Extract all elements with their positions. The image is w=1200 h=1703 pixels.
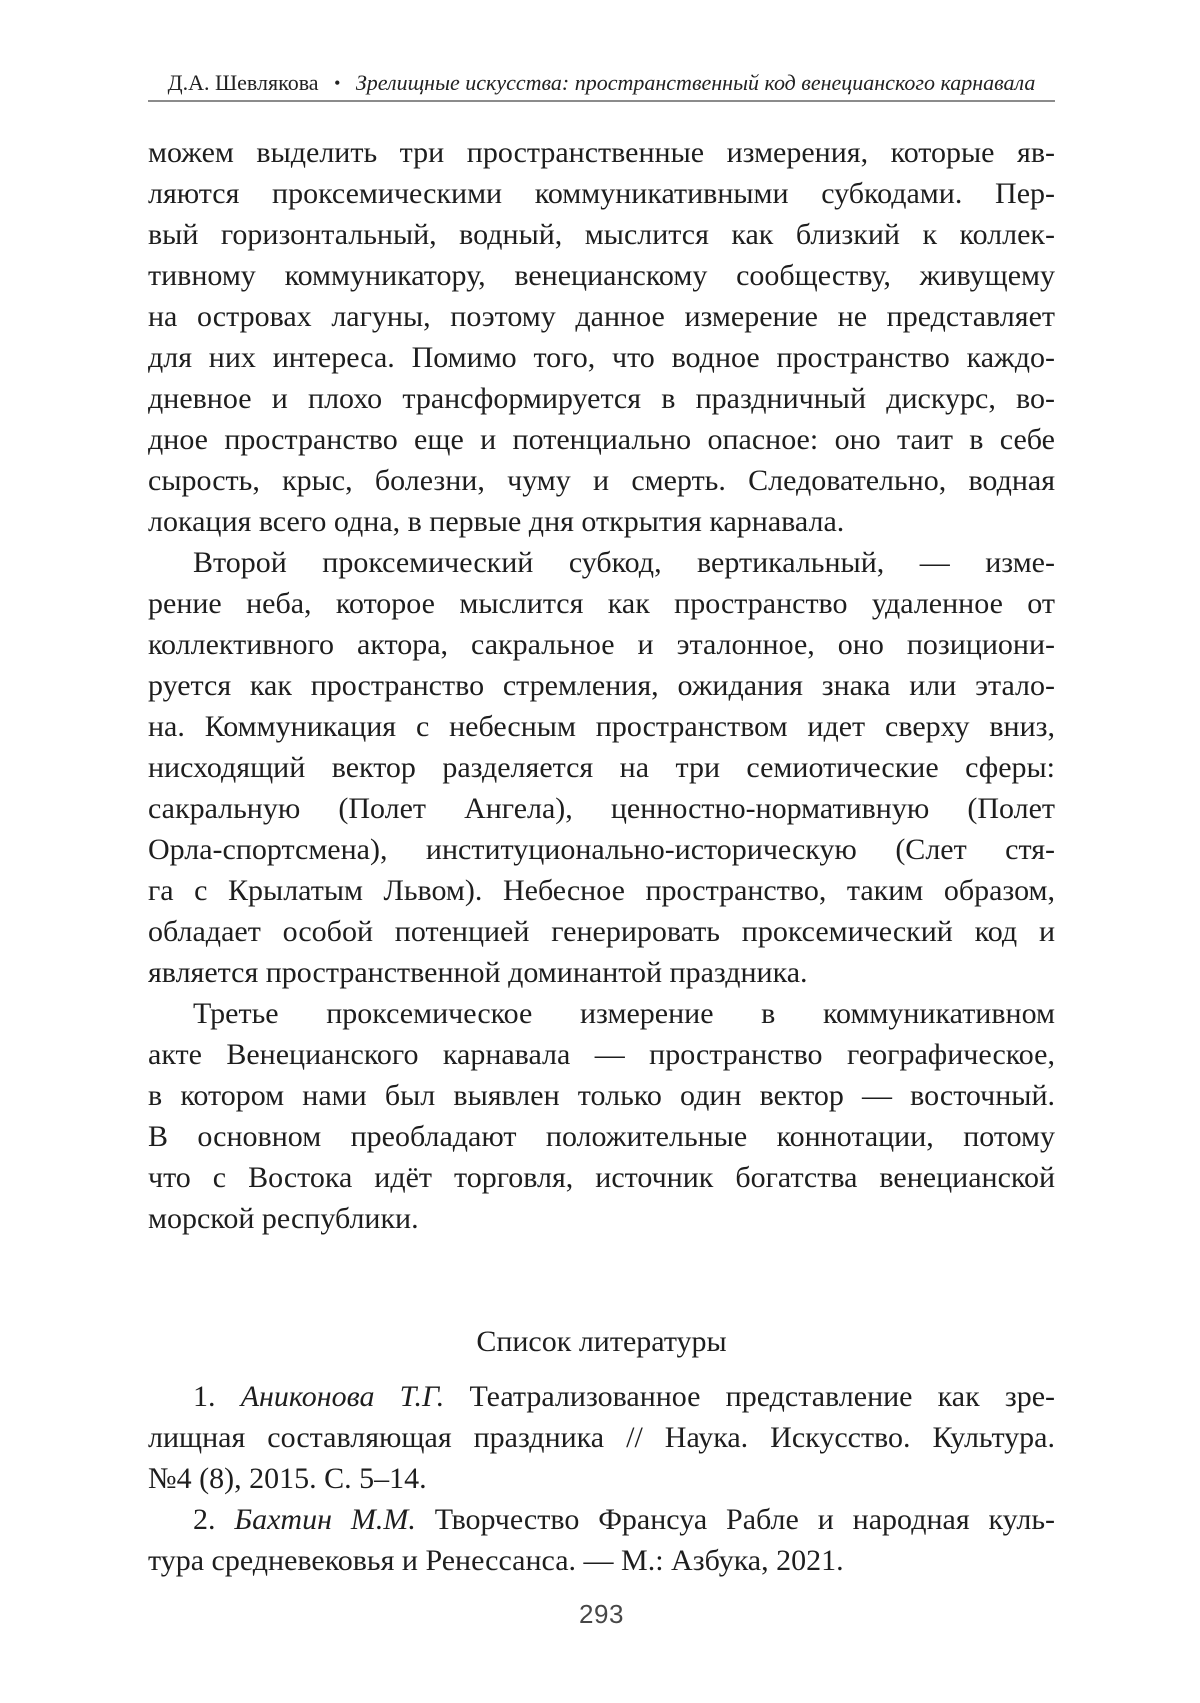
text-segment: сакральную (Полет Ангела), ценностно-нормативную (Полет <box>148 792 1055 825</box>
text-line <box>148 337 1055 378</box>
text-segment: для них интереса. Помимо того, что водное пространство каждо- <box>148 341 1055 374</box>
text-segment: В основном преобладают положительные коннотации, потому <box>148 1120 1055 1153</box>
text-line <box>148 1376 1055 1417</box>
text-line <box>148 911 1055 952</box>
text-line <box>148 1075 1055 1116</box>
text-segment: Театрализованное представление как зре- <box>444 1380 1056 1413</box>
text-segment: Творчество Франсуа Рабле и народная куль- <box>415 1503 1055 1536</box>
text-segment: Второй проксемический субкод, вертикальный, — изме- <box>193 546 1055 579</box>
text-line <box>148 296 1055 337</box>
text-line <box>148 624 1055 665</box>
page-content <box>148 0 1055 1629</box>
bibliography-heading: Список литературы <box>476 1325 727 1358</box>
text-segment: нисходящий вектор разделяется на три семиотические сферы: <box>148 751 1055 784</box>
text-segment: можем выделить три пространственные измерения, которые яв- <box>148 136 1055 169</box>
text-segment: акте Венецианского карнавала — пространство географическое, <box>148 1038 1055 1071</box>
italic-text: Бахтин М.М. <box>234 1503 416 1536</box>
italic-text: Аниконова Т.Г. <box>240 1380 445 1413</box>
text-segment: 1. <box>193 1380 241 1413</box>
text-segment: дное пространство еще и потенциально опасное: оно таит в себе <box>148 423 1055 456</box>
text-segment: тура средневековья и Ренессанса. — М.: Азбука, 2021. <box>148 1544 844 1577</box>
running-header <box>148 0 1055 96</box>
text-line <box>148 1116 1055 1157</box>
text-segment: 2. <box>193 1503 235 1536</box>
text-segment: лищная составляющая праздника // Наука. Искусство. Культура. <box>148 1421 1055 1454</box>
bibliography-item-1 <box>148 1376 1055 1499</box>
text-line <box>148 665 1055 706</box>
text-line <box>148 1157 1055 1198</box>
paragraph-2 <box>148 542 1055 993</box>
text-segment: тивному коммуникатору, венецианскому сообществу, живущему <box>148 259 1055 292</box>
text-line <box>148 132 1055 173</box>
text-segment: ляются проксемическими коммуникативными субкодами. Пер- <box>148 177 1055 210</box>
text-segment: что с Востока идёт торговля, источник богатства венецианской <box>148 1161 1055 1194</box>
text-line <box>148 1034 1055 1075</box>
text-line <box>148 542 1055 583</box>
bullet-separator-icon: • <box>334 73 341 93</box>
text-line <box>148 829 1055 870</box>
page-number: 293 <box>579 1599 624 1629</box>
text-line <box>148 501 1055 542</box>
text-line <box>148 378 1055 419</box>
text-segment: №4 (8), 2015. С. 5–14. <box>148 1462 427 1495</box>
text-segment: дневное и плохо трансформируется в праздничный дискурс, во- <box>148 382 1055 415</box>
text-line <box>148 870 1055 911</box>
text-line <box>148 1540 1055 1581</box>
text-line <box>148 214 1055 255</box>
text-segment: га с Крылатым Львом). Небесное пространство, таким образом, <box>148 874 1055 907</box>
text-segment: Орла-спортсмена), институционально-историческую (Слет стя- <box>148 833 1055 866</box>
text-line <box>148 952 1055 993</box>
text-segment: руется как пространство стремления, ожидания знака или этало- <box>148 669 1055 702</box>
text-line <box>148 419 1055 460</box>
bibliography-list <box>148 1376 1055 1581</box>
article-body <box>148 132 1055 1239</box>
text-line <box>148 993 1055 1034</box>
text-line <box>148 788 1055 829</box>
text-segment: на островах лагуны, поэтому данное измерение не представляет <box>148 300 1055 333</box>
text-line <box>148 583 1055 624</box>
text-segment: в котором нами был выявлен только один вектор — восточный. <box>148 1079 1055 1112</box>
text-line <box>148 255 1055 296</box>
text-segment: рение неба, которое мыслится как пространство удаленное от <box>148 587 1055 620</box>
header-rule <box>148 100 1055 102</box>
text-segment: коллективного актора, сакральное и эталонное, оно позициони- <box>148 628 1055 661</box>
running-header-author: Д.А. Шевлякова <box>167 70 319 95</box>
text-line <box>148 1198 1055 1239</box>
text-segment: обладает особой потенцией генерировать проксемический код и <box>148 915 1055 948</box>
text-line <box>148 173 1055 214</box>
text-line <box>148 460 1055 501</box>
text-line <box>148 706 1055 747</box>
text-segment: вый горизонтальный, водный, мыслится как близкий к коллек- <box>148 218 1055 251</box>
text-line <box>148 1417 1055 1458</box>
running-header-title: Зрелищные искусства: пространственный код венецианского карнавала <box>355 70 1036 95</box>
text-segment: сырость, крыс, болезни, чуму и смерть. Следовательно, водная <box>148 464 1055 497</box>
text-line <box>148 747 1055 788</box>
paragraph-1 <box>148 132 1055 542</box>
text-segment: является пространственной доминантой праздника. <box>148 956 808 989</box>
text-line <box>148 1499 1055 1540</box>
text-segment: локация всего одна, в первые дня открытия карнавала. <box>148 505 845 538</box>
text-segment: Третье проксемическое измерение в коммуникативном <box>193 997 1055 1030</box>
bibliography-item-2 <box>148 1499 1055 1581</box>
text-segment: на. Коммуникация с небесным пространством идет сверху вниз, <box>148 710 1055 743</box>
text-segment: морской республики. <box>148 1202 419 1235</box>
paragraph-3 <box>148 993 1055 1239</box>
text-line <box>148 1458 1055 1499</box>
